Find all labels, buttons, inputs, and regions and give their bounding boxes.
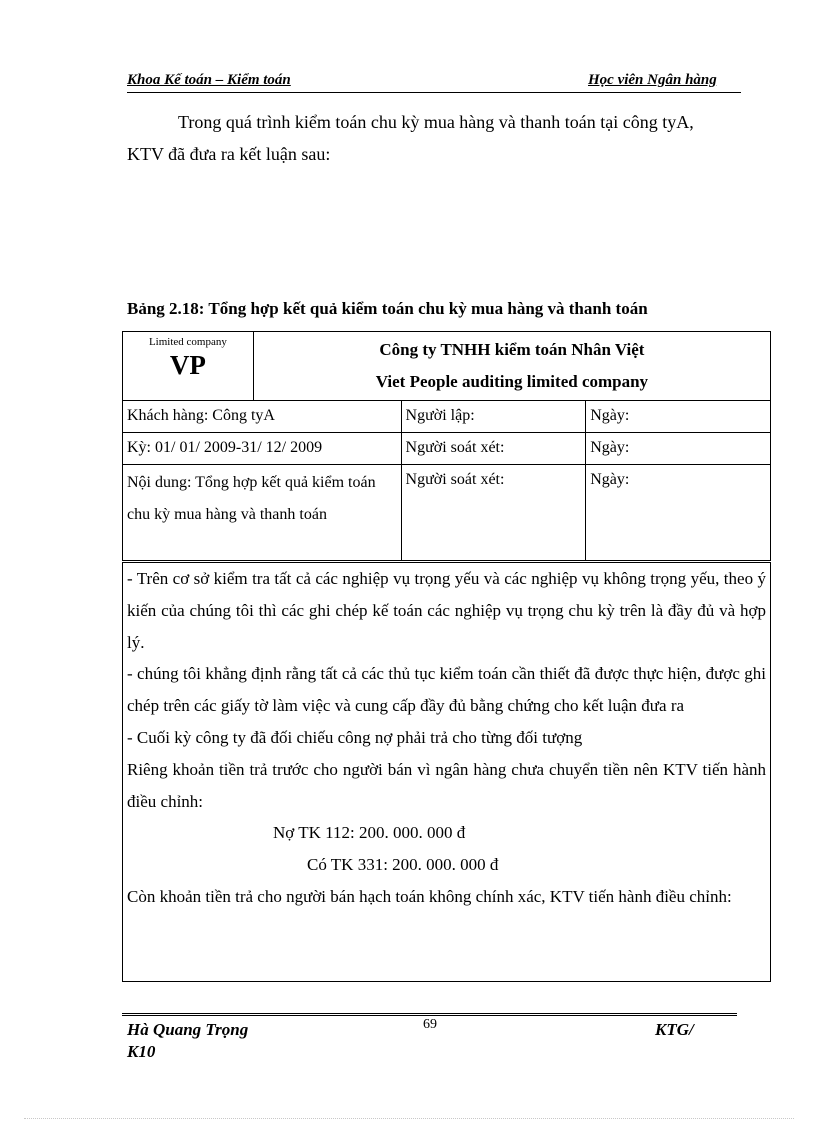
logo-vp: VP — [169, 350, 206, 380]
company-logo — [123, 332, 254, 401]
conclusion-para-4: Riêng khoản tiền trả trước cho người bán vì ngân hàng chưa chuyển tiền nên KTV tiến hành điều chỉnh: — [127, 759, 766, 811]
page-edge-dots — [24, 1118, 794, 1119]
header-left: Khoa Kế toán – Kiểm toán — [127, 72, 291, 88]
page-number: 69 — [423, 1017, 437, 1032]
conclusion-para-5: Còn khoản tiền trả cho người bán hạch toán không chính xác, KTV tiến hành điều chỉnh: — [127, 886, 732, 906]
conclusion-para-3: - Cuối kỳ công ty đã đối chiếu công nợ phải trả cho từng đối tượng — [127, 727, 583, 747]
journal-entry-debit: Nợ TK 112: 200. 000. 000 đ — [273, 823, 466, 843]
date-cell-3: Ngày: — [586, 465, 771, 561]
date-cell-1: Ngày: — [586, 401, 771, 433]
conclusion-para-1: - Trên cơ sở kiểm tra tất cả các nghiệp vụ trọng yếu và các nghiệp vụ không trọng yếu, theo ý kiến của chúng tôi thì các ghi chép kế toán các nghiệp vụ trọng chu kỳ trên là đầy đủ và hợp lý. — [127, 569, 766, 652]
reviewer-cell-1: Người soát xét: — [401, 433, 586, 465]
content-cell: Nội dung: Tổng hợp kết quả kiểm toán chu kỳ mua hàng và thanh toán — [123, 465, 402, 561]
footer-author: Hà Quang Trọng — [127, 1020, 249, 1039]
logo-small-text: Limited company — [148, 336, 227, 348]
intro-line-2: KTV đã đưa ra kết luận sau: — [127, 144, 331, 164]
period-cell: Kỳ: 01/ 01/ 2009-31/ 12/ 2009 — [123, 433, 402, 465]
intro-line-1: Trong quá trình kiểm toán chu kỳ mua hàng và thanh toán tại công tyA, — [178, 112, 694, 132]
reviewer-cell-2: Người soát xét: — [401, 465, 586, 561]
client-cell: Khách hàng: Công tyA — [123, 401, 402, 433]
footer-rule — [122, 1013, 737, 1016]
footer-class: KTG/ — [655, 1020, 694, 1039]
header-right: Học viên Ngân hàng — [588, 72, 717, 88]
preparer-cell: Người lập: — [401, 401, 586, 433]
audit-summary-table — [122, 331, 771, 561]
company-name-cell — [253, 332, 770, 401]
footer-cohort: K10 — [127, 1042, 156, 1061]
company-name-en: Viet People auditing limited company — [375, 372, 649, 391]
table-caption: Bảng 2.18: Tổng hợp kết quả kiểm toán chu kỳ mua hàng và thanh toán — [127, 299, 648, 318]
journal-entry-credit: Có TK 331: 200. 000. 000 đ — [307, 855, 499, 875]
date-cell-2: Ngày: — [586, 433, 771, 465]
header-rule — [127, 92, 741, 93]
conclusion-box — [122, 562, 771, 982]
company-name-vi: Công ty TNHH kiểm toán Nhân Việt — [379, 340, 645, 359]
conclusion-para-2: - chúng tôi khẳng định rằng tất cả các thủ tục kiểm toán cần thiết đã được thực hiện, được ghi chép trên các giấy tờ làm việc và cung cấp đầy đủ bằng chứng cho kết luận đưa ra — [127, 664, 766, 716]
